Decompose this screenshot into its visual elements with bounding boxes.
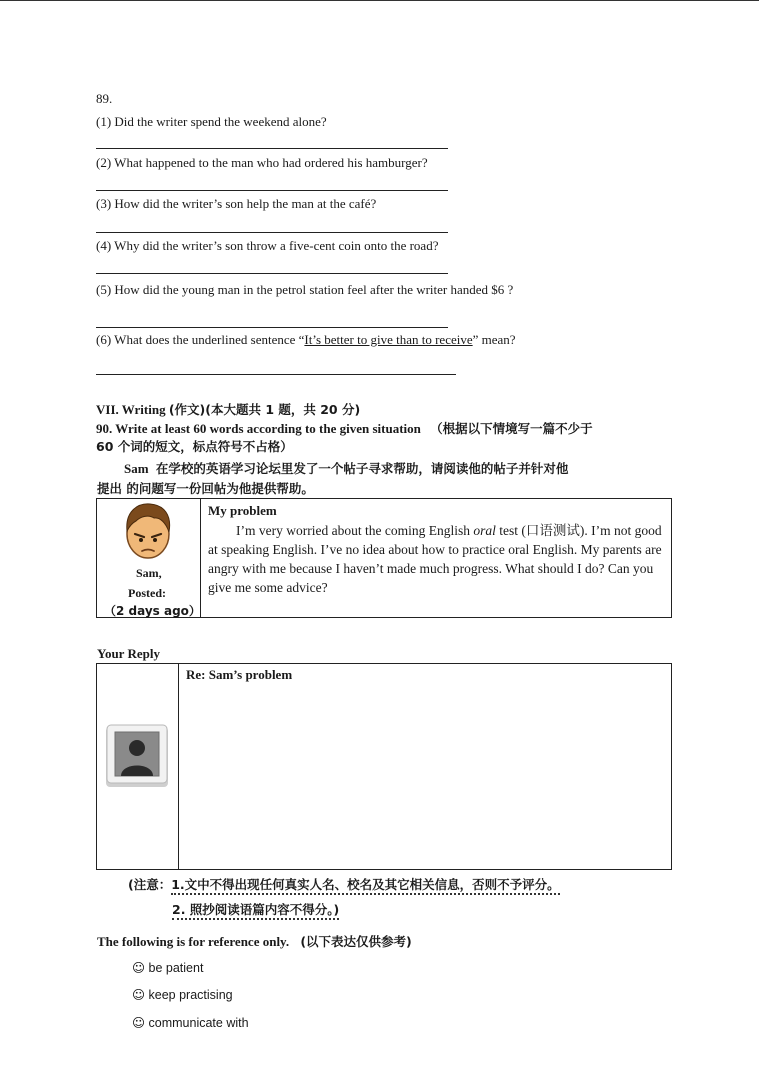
your-reply-label: Your Reply xyxy=(97,646,160,661)
reply-box[interactable] xyxy=(96,663,672,870)
post-body-oral: oral xyxy=(473,523,496,538)
post-body xyxy=(208,521,666,597)
question-6 xyxy=(96,332,516,348)
reply-divider xyxy=(178,663,179,870)
situation-line-1 xyxy=(124,459,568,477)
question-1: (1) Did the writer spend the weekend alone? xyxy=(96,114,327,129)
boy-avatar-icon xyxy=(120,501,176,561)
situation-name: Sam xyxy=(124,461,149,476)
post-divider xyxy=(200,498,201,618)
reference-title-cn: (以下表达仅供参考) xyxy=(300,934,412,949)
note-1 xyxy=(128,875,560,893)
note-2-text: 2. 照抄阅读语篇内容不得分。) xyxy=(172,902,339,920)
question-number: 89. xyxy=(96,91,113,106)
answer-line-5[interactable] xyxy=(96,327,448,328)
post-body-a: I’m very worried about the coming English xyxy=(236,523,474,538)
posted-time: （2 days ago） xyxy=(104,604,201,618)
post-body-b: test (口语测试). I’m not good at speaking English. I’ve no idea about how to practice oral English. My parents are angry with me because I haven’t made much progress. What should I do? Can you give me some advice? xyxy=(208,523,662,595)
answer-line-3[interactable] xyxy=(96,232,448,233)
writing-heading-cn: (作文)(本大题共 1 题，共 20 分) xyxy=(168,402,361,417)
note-2 xyxy=(172,900,339,918)
post-author: Sam, xyxy=(136,566,162,580)
posted-label: Posted: xyxy=(128,586,166,600)
writing-heading xyxy=(96,400,360,418)
page-top-border xyxy=(0,0,759,1)
situation-text-1: 在学校的英语学习论坛里发了一个帖子寻求帮助，请阅读他的帖子并针对他 xyxy=(155,461,569,476)
reference-heading xyxy=(97,932,412,950)
answer-line-1[interactable] xyxy=(96,148,448,149)
tip-item xyxy=(132,1015,249,1030)
question-2: (2) What happened to the man who had ordered his hamburger? xyxy=(96,155,428,170)
reply-title: Re: Sam’s problem xyxy=(186,667,293,682)
question-5: (5) How did the young man in the petrol station feel after the writer handed $6 ? xyxy=(96,282,514,297)
tip-item xyxy=(132,987,233,1002)
writing-task-en: 90. Write at least 60 words according to the given situation xyxy=(96,421,421,436)
note-1-text: 1.文中不得出现任何真实人名、校名及其它相关信息，否则不予评分。 xyxy=(171,877,559,895)
answer-line-4[interactable] xyxy=(96,273,448,274)
reference-title-en: The following is for reference only. xyxy=(97,934,290,949)
tip-text: be patient xyxy=(148,961,204,975)
writing-heading-en: VII. Writing xyxy=(96,402,169,417)
post-title: My problem xyxy=(208,503,277,518)
smiley-icon: ☺ xyxy=(132,987,146,1002)
smiley-icon: ☺ xyxy=(132,1015,146,1030)
question-6-suffix: ” mean? xyxy=(472,332,516,347)
writing-task-cn: （根据以下情境写一篇不少于 xyxy=(430,421,593,436)
answer-line-6[interactable] xyxy=(96,374,456,375)
answer-line-2[interactable] xyxy=(96,190,448,191)
tip-item xyxy=(132,960,203,975)
underlined-sentence: It’s better to give than to receive xyxy=(304,332,473,347)
note-1-prefix: (注意： xyxy=(128,877,172,892)
writing-task xyxy=(96,419,593,437)
smiley-icon: ☺ xyxy=(132,960,146,975)
question-4: (4) Why did the writer’s son throw a five-cent coin onto the road? xyxy=(96,238,439,253)
question-6-prefix: (6) What does the underlined sentence “ xyxy=(96,332,305,347)
tip-text: communicate with xyxy=(148,1016,249,1030)
situation-text-2: 提出 的问题写一份回帖为他提供帮助。 xyxy=(97,481,314,496)
tip-text: keep practising xyxy=(148,988,233,1002)
question-3: (3) How did the writer’s son help the man at the café? xyxy=(96,196,377,211)
default-user-avatar-icon xyxy=(105,724,169,788)
writing-task-cn-2: 60 个词的短文，标点符号不占格） xyxy=(96,439,293,454)
